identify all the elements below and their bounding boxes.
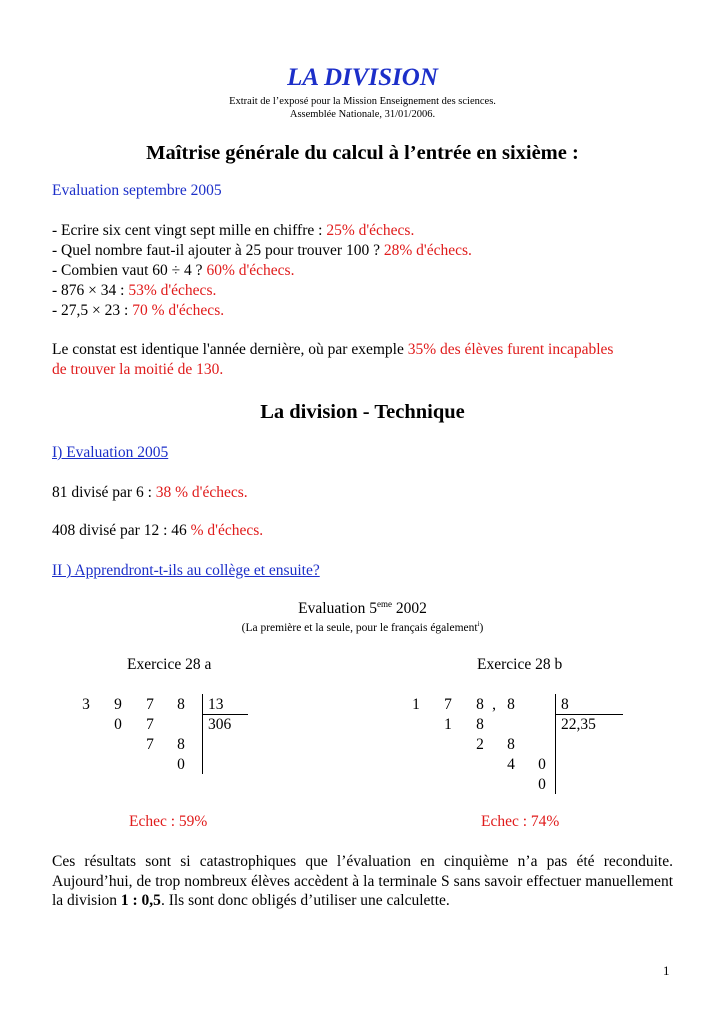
constat-line-1: [52, 341, 613, 359]
stat-item-text: - Ecrire six cent vingt sept mille en chiffre :: [52, 222, 327, 239]
digit: 0: [114, 716, 122, 733]
digit: 7: [146, 716, 154, 733]
exercise-b-failure: Echec : 74%: [481, 813, 560, 830]
conclusion-bold: 1 : 0,5: [120, 892, 161, 909]
digit: 1: [444, 716, 452, 733]
stat-item-result: 53% d'échecs.: [128, 282, 217, 299]
subheading-evaluation-2005: I) Evaluation 2005: [52, 444, 169, 461]
source-line-2: Assemblée Nationale, 31/01/2006.: [289, 109, 436, 120]
digit: 8: [476, 696, 484, 713]
subheading-college: II ) Apprendront-t-ils au collège et ensuite?: [52, 562, 320, 579]
division-horizontal-bar: [202, 714, 248, 715]
digit: 9: [114, 696, 122, 713]
quotient: 306: [208, 716, 232, 733]
digit: 7: [146, 696, 154, 713]
section2-heading: La division - Technique: [260, 401, 465, 423]
exercise-b-title: Exercice 28 b: [477, 656, 563, 673]
stat-item-4: [52, 282, 216, 300]
digit: 8: [507, 696, 515, 713]
digit: 3: [82, 696, 90, 713]
quotient: 22,35: [561, 716, 596, 733]
footnote-marker: i: [477, 620, 480, 628]
digit: 8: [507, 736, 515, 753]
section1-heading: Maîtrise générale du calcul à l’entrée en sixième :: [146, 142, 579, 164]
comma: ,: [492, 696, 496, 713]
eval-note-text: (La première et la seule: [241, 621, 351, 634]
division-408-text: 408 divisé par 12 : 46: [52, 522, 191, 539]
stat-item-text: - 876 × 34 :: [52, 282, 129, 299]
digit: 8: [177, 736, 185, 753]
stat-item-5: [52, 302, 224, 320]
division-81-result: 38 % d'échecs.: [155, 484, 248, 501]
division-408-line: [52, 522, 263, 540]
division-vertical-bar: [202, 694, 203, 774]
constat-text: Le constat est identique l'année dernière, où par exemple: [52, 341, 408, 358]
divisor: 8: [561, 696, 569, 713]
stat-item-text: - Quel nombre faut-il ajouter à 25 pour trouver 100 ?: [52, 242, 384, 259]
stat-item-1: [52, 222, 414, 240]
division-81-text: 81 divisé par 6 :: [52, 484, 156, 501]
division-horizontal-bar: [555, 714, 623, 715]
stat-item-2: [52, 242, 472, 260]
eval-title-sup: eme: [376, 599, 392, 609]
source-line-1: Extrait de l’exposé pour la Mission Enseignement des sciences.: [229, 96, 496, 107]
constat-highlight: 35% des élèves furent incapables: [407, 341, 614, 358]
digit: 7: [146, 736, 154, 753]
exercise-a-failure: Echec : 59%: [129, 813, 208, 830]
page-number: 1: [663, 963, 670, 978]
conclusion-text-end: . Ils sont donc obligés d’utiliser une calculette.: [160, 892, 450, 909]
stat-item-result: 60% d'échecs.: [206, 262, 295, 279]
digit: 4: [507, 756, 515, 773]
digit: 2: [476, 736, 484, 753]
divisor: 13: [208, 696, 224, 713]
exercise-a-title: Exercice 28 a: [127, 656, 212, 673]
digit: 7: [444, 696, 452, 713]
eval-title-year: 2002: [391, 600, 427, 618]
digit: 8: [476, 716, 484, 733]
constat-line-2: de trouver la moitié de 130.: [52, 361, 224, 378]
eval-note-text-2: , pour le français également: [350, 621, 478, 634]
stat-item-text: - 27,5 × 23 :: [52, 302, 133, 319]
eval-title-text: Evaluation 5: [298, 600, 377, 618]
digit: 0: [538, 776, 546, 793]
stat-item-result: 70 % d'échecs.: [132, 302, 225, 319]
division-81-line: [52, 484, 248, 502]
digit: 8: [177, 696, 185, 713]
conclusion-text: Ces résultats sont si catastrophiques que l’évaluation en cinquième n’a pas été reconduite. Aujourd’hui, de trop nombreux élèves accèdent à la terminale S sans savoir effectuer manuellement la division: [52, 853, 673, 909]
document-title: LA DIVISION: [287, 64, 438, 91]
division-vertical-bar: [555, 694, 556, 794]
eval-note-close: ): [479, 621, 484, 634]
division-408-result: % d'échecs.: [190, 522, 264, 539]
stat-item-text: - Combien vaut 60 ÷ 4 ?: [52, 262, 207, 279]
digit: 0: [177, 756, 185, 773]
digit: 1: [412, 696, 420, 713]
stat-item-3: [52, 262, 294, 280]
stat-item-result: 25% d'échecs.: [326, 222, 415, 239]
evaluation-2002-title: [0, 599, 725, 618]
eval-september-label: Evaluation septembre 2005: [52, 182, 222, 199]
stat-item-result: 28% d'échecs.: [383, 242, 472, 259]
digit: 0: [538, 756, 546, 773]
evaluation-2002-note: [0, 620, 725, 634]
conclusion-paragraph: [52, 852, 673, 911]
